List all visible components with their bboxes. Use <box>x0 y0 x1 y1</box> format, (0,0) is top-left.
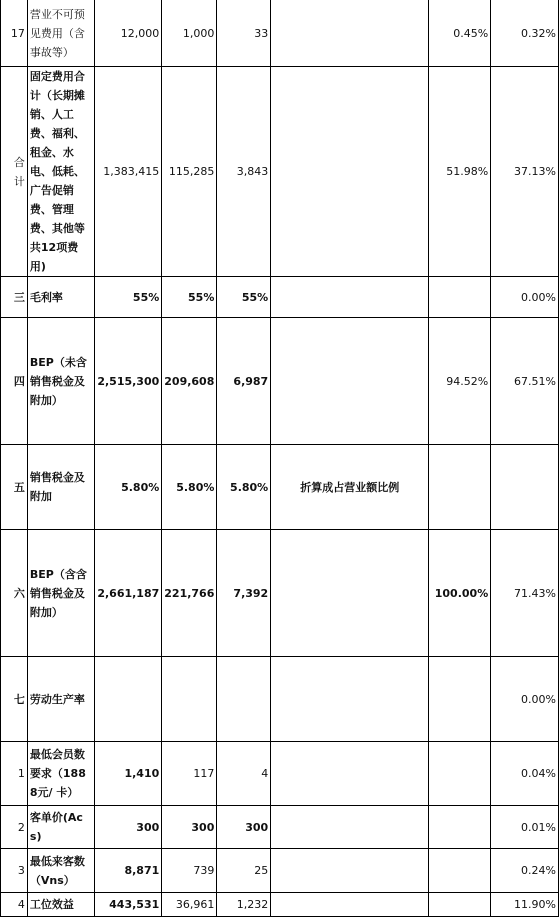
item-name: BEP（未含销售税金及附加） <box>27 318 94 445</box>
table-row <box>1 657 559 742</box>
value-annual: 300 <box>95 806 162 849</box>
row-number: 四 <box>1 318 28 445</box>
item-name: 固定费用合计（长期摊销、人工费、福利、租金、水电、低耗、广告促销费、管理费、其他等共12项费用) <box>27 67 94 277</box>
table-row <box>1 277 559 318</box>
percent-a <box>429 277 491 318</box>
row-number: 三 <box>1 277 28 318</box>
value-monthly: 739 <box>162 849 217 893</box>
row-number: 3 <box>1 849 28 893</box>
table-row <box>1 0 559 67</box>
row-number: 17 <box>1 0 28 67</box>
value-monthly: 117 <box>162 742 217 806</box>
table-row <box>1 849 559 893</box>
value-daily: 4 <box>217 742 271 806</box>
percent-b <box>491 445 559 530</box>
value-annual: 2,515,300 <box>95 318 162 445</box>
row-number: 2 <box>1 806 28 849</box>
item-name: 劳动生产率 <box>27 657 94 742</box>
value-monthly: 115,285 <box>162 67 217 277</box>
percent-a: 100.00% <box>429 530 491 657</box>
note-cell <box>271 742 429 806</box>
value-annual <box>95 657 162 742</box>
value-annual: 5.80% <box>95 445 162 530</box>
percent-b: 0.04% <box>491 742 559 806</box>
percent-a: 0.45% <box>429 0 491 67</box>
percent-a <box>429 657 491 742</box>
value-daily: 1,232 <box>217 893 271 917</box>
value-monthly: 5.80% <box>162 445 217 530</box>
percent-a: 94.52% <box>429 318 491 445</box>
percent-b: 0.00% <box>491 277 559 318</box>
percent-a <box>429 742 491 806</box>
item-name: 毛利率 <box>27 277 94 318</box>
value-monthly: 209,608 <box>162 318 217 445</box>
value-monthly <box>162 657 217 742</box>
value-monthly: 55% <box>162 277 217 318</box>
note-cell <box>271 277 429 318</box>
table-row <box>1 530 559 657</box>
note-cell: 折算成占营业额比例 <box>271 445 429 530</box>
percent-a <box>429 445 491 530</box>
item-name: 客单价(Acs) <box>27 806 94 849</box>
percent-a <box>429 849 491 893</box>
note-cell <box>271 67 429 277</box>
table-row <box>1 893 559 917</box>
value-daily: 25 <box>217 849 271 893</box>
note-cell <box>271 530 429 657</box>
percent-b: 0.24% <box>491 849 559 893</box>
value-annual: 1,410 <box>95 742 162 806</box>
note-cell <box>271 0 429 67</box>
item-name: 营业不可预见费用（含事故等） <box>27 0 94 67</box>
value-annual: 12,000 <box>95 0 162 67</box>
value-annual: 2,661,187 <box>95 530 162 657</box>
value-annual: 8,871 <box>95 849 162 893</box>
row-number: 五 <box>1 445 28 530</box>
row-number: 4 <box>1 893 28 917</box>
item-name: 工位效益 <box>27 893 94 917</box>
percent-a <box>429 806 491 849</box>
percent-b: 37.13% <box>491 67 559 277</box>
percent-a: 51.98% <box>429 67 491 277</box>
table-row <box>1 445 559 530</box>
percent-a <box>429 893 491 917</box>
value-monthly: 300 <box>162 806 217 849</box>
table-row <box>1 806 559 849</box>
value-daily: 33 <box>217 0 271 67</box>
value-monthly: 36,961 <box>162 893 217 917</box>
table-row <box>1 67 559 277</box>
percent-b: 71.43% <box>491 530 559 657</box>
item-name: BEP（含含销售税金及附加） <box>27 530 94 657</box>
percent-b: 11.90% <box>491 893 559 917</box>
row-number: 六 <box>1 530 28 657</box>
value-daily <box>217 657 271 742</box>
note-cell <box>271 893 429 917</box>
item-name: 销售税金及附加 <box>27 445 94 530</box>
note-cell <box>271 806 429 849</box>
percent-b: 0.32% <box>491 0 559 67</box>
table-row <box>1 742 559 806</box>
value-daily: 7,392 <box>217 530 271 657</box>
row-number: 合计 <box>1 67 28 277</box>
note-cell <box>271 657 429 742</box>
row-number: 七 <box>1 657 28 742</box>
value-daily: 6,987 <box>217 318 271 445</box>
value-daily: 5.80% <box>217 445 271 530</box>
value-daily: 300 <box>217 806 271 849</box>
percent-b: 67.51% <box>491 318 559 445</box>
value-annual: 55% <box>95 277 162 318</box>
note-cell <box>271 318 429 445</box>
value-daily: 3,843 <box>217 67 271 277</box>
value-monthly: 1,000 <box>162 0 217 67</box>
value-annual: 1,383,415 <box>95 67 162 277</box>
item-name: 最低会员数要求（1888元/ 卡） <box>27 742 94 806</box>
note-cell <box>271 849 429 893</box>
percent-b: 0.01% <box>491 806 559 849</box>
table-row <box>1 318 559 445</box>
value-monthly: 221,766 <box>162 530 217 657</box>
value-annual: 443,531 <box>95 893 162 917</box>
value-daily: 55% <box>217 277 271 318</box>
row-number: 1 <box>1 742 28 806</box>
item-name: 最低来客数（Vns） <box>27 849 94 893</box>
percent-b: 0.00% <box>491 657 559 742</box>
